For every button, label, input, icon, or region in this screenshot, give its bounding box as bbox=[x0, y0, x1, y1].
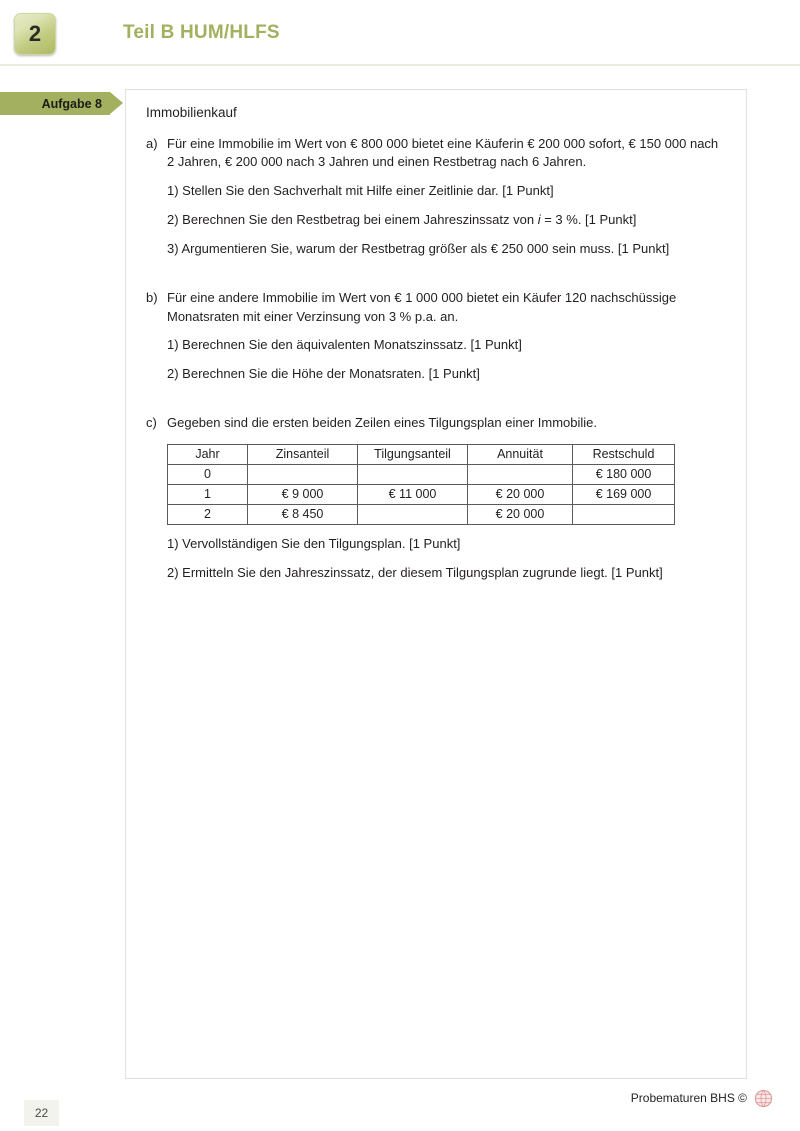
header-divider bbox=[0, 64, 800, 66]
table-col-header-tilgungsanteil: Tilgungsanteil bbox=[358, 444, 468, 464]
task-tab bbox=[0, 92, 110, 115]
table-cell-zinsanteil bbox=[248, 464, 358, 484]
part-b-text: Für eine andere Immobilie im Wert von € 1 000 000 bietet ein Käufer 120 nachschüssige Monatsraten mit einer Verzinsung von 3 % p.a. an. bbox=[167, 289, 677, 324]
page-number: 22 bbox=[34, 1106, 49, 1120]
table-cell-tilgungsanteil bbox=[358, 504, 468, 524]
table-row bbox=[168, 464, 675, 484]
table-cell-tilgungsanteil bbox=[358, 464, 468, 484]
part-c-subitem-2: 2) Ermitteln Sie den Jahreszinssatz, der diesem Tilgungsplan zugrunde liegt. [1 Punkt] bbox=[167, 564, 663, 580]
exercise-part-a bbox=[146, 135, 726, 259]
table-cell-tilgungsanteil: € 11 000 bbox=[358, 484, 468, 504]
part-a-subitem-2 bbox=[167, 211, 726, 230]
part-a-text: Für eine Immobilie im Wert von € 800 000 bietet eine Käuferin € 200 000 sofort, € 150 000 nach 2 Jahren, € 200 000 nach 3 Jahren und einen Restbetrag nach 6 Jahren. bbox=[167, 135, 719, 170]
table-cell-jahr: 2 bbox=[168, 504, 248, 524]
task-tab-label: Aufgabe 8 bbox=[41, 96, 102, 111]
table-cell-restschuld bbox=[573, 504, 675, 524]
part-c-row bbox=[146, 414, 726, 433]
table-col-header-annuitaet: Annuität bbox=[468, 444, 573, 464]
table-cell-annuitaet: € 20 000 bbox=[468, 484, 573, 504]
part-a-subitem-1: 1) Stellen Sie den Sachverhalt mit Hilfe einer Zeitlinie dar. [1 Punkt] bbox=[167, 183, 554, 199]
part-c-text: Gegeben sind die ersten beiden Zeilen eines Tilgungsplan einer Immobilie. bbox=[167, 415, 597, 431]
part-b-row bbox=[146, 289, 726, 327]
part-a-subitem-2-text: 2) Berechnen Sie den Restbetrag bei einem Jahreszinssatz von i = 3 %. [1 Punkt] bbox=[167, 212, 637, 228]
table-cell-annuitaet: € 20 000 bbox=[468, 504, 573, 524]
table-cell-zinsanteil: € 9 000 bbox=[248, 484, 358, 504]
spacer-a-b bbox=[146, 263, 726, 289]
part-b-marker: b) bbox=[146, 289, 158, 305]
table-cell-zinsanteil: € 8 450 bbox=[248, 504, 358, 524]
publisher-logo-icon bbox=[754, 1089, 773, 1108]
tilgungsplan-table bbox=[167, 444, 675, 525]
part-a-subitem-3: 3) Argumentieren Sie, warum der Restbetrag größer als € 250 000 sein muss. [1 Punkt] bbox=[167, 240, 670, 256]
table-cell-restschuld: € 169 000 bbox=[573, 484, 675, 504]
table-col-header-restschuld: Restschuld bbox=[573, 444, 675, 464]
table-cell-annuitaet bbox=[468, 464, 573, 484]
table-cell-jahr: 1 bbox=[168, 484, 248, 504]
part-b-subitem-1: 1) Berechnen Sie den äquivalenten Monatszinssatz. [1 Punkt] bbox=[167, 337, 522, 353]
page-number-box bbox=[24, 1100, 59, 1126]
spacer-b-c bbox=[146, 388, 726, 414]
chapter-badge bbox=[14, 13, 56, 55]
table-col-header-jahr: Jahr bbox=[168, 444, 248, 464]
table-header-row bbox=[168, 444, 675, 464]
task-tab-arrow bbox=[110, 92, 123, 114]
part-b-subitem-2: 2) Berechnen Sie die Höhe der Monatsraten. [1 Punkt] bbox=[167, 366, 480, 382]
table-col-header-zinsanteil: Zinsanteil bbox=[248, 444, 358, 464]
page-header bbox=[0, 0, 800, 66]
table-row bbox=[168, 504, 675, 524]
exercise-title: Immobilienkauf bbox=[146, 105, 237, 120]
part-a-row bbox=[146, 135, 726, 173]
table-cell-jahr: 0 bbox=[168, 464, 248, 484]
footer-credit: Probematuren BHS © bbox=[630, 1091, 747, 1105]
exercise-part-b bbox=[146, 289, 726, 384]
table-cell-restschuld: € 180 000 bbox=[573, 464, 675, 484]
page-title: Teil B HUM/HLFS bbox=[123, 22, 280, 43]
part-c-subitem-1: 1) Vervollständigen Sie den Tilgungsplan. [1 Punkt] bbox=[167, 535, 461, 551]
part-a-marker: a) bbox=[146, 135, 158, 151]
exercise-part-c bbox=[146, 414, 726, 583]
tilgungsplan-table-wrap bbox=[167, 444, 726, 525]
part-c-marker: c) bbox=[146, 415, 157, 431]
chapter-badge-number: 2 bbox=[28, 21, 42, 46]
table-row bbox=[168, 484, 675, 504]
exercise-content-box bbox=[125, 89, 747, 1079]
